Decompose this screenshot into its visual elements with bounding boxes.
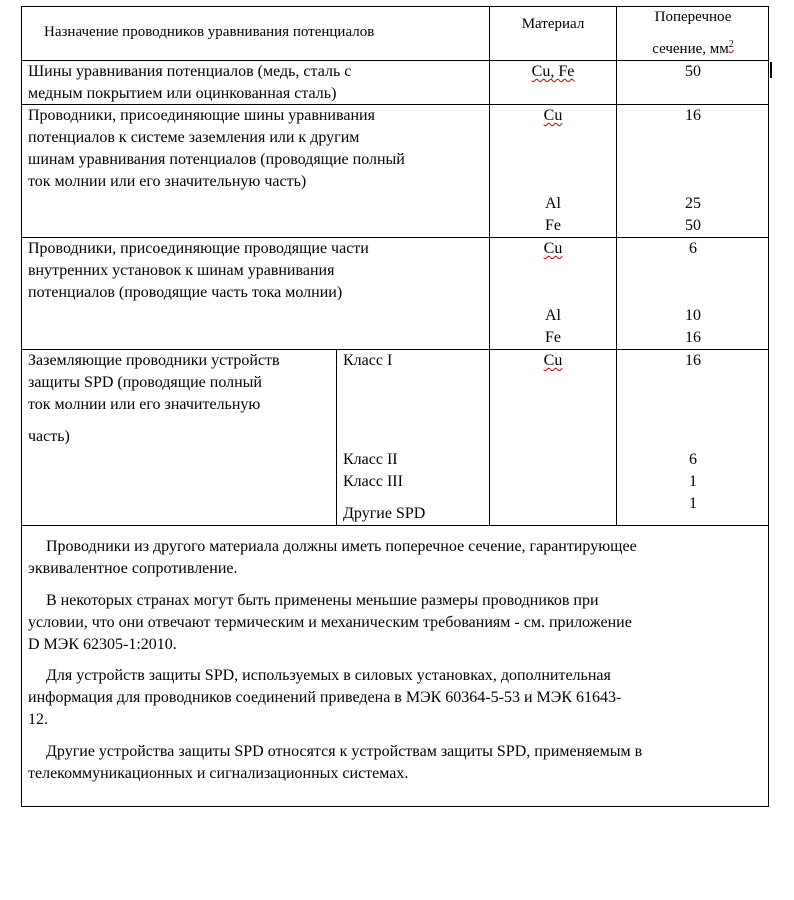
row1-material: Cu, Fe <box>531 63 575 80</box>
header-section-sup: 2 <box>728 39 734 50</box>
row1-desc-line2: медным покрытием или оцинкованная сталь) <box>28 85 337 102</box>
note-3-line3: 12. <box>28 711 48 728</box>
row2-material-cu: Cu <box>543 107 563 124</box>
row3-material-al: Al <box>545 307 561 324</box>
row4-desc-line2: защиты SPD (проводящие полный <box>28 374 262 391</box>
row1-section: 50 <box>685 63 701 80</box>
row4-section-2: 6 <box>689 451 697 468</box>
row2-section-fe: 50 <box>685 217 701 234</box>
row2-material-al: Al <box>545 195 561 212</box>
row4-desc-line1: Заземляющие проводники устройств <box>28 352 280 369</box>
row2-section-al: 25 <box>685 195 701 212</box>
note-2-line3: D МЭК 62305-1:2010. <box>28 636 177 653</box>
row4-material-cu: Cu <box>543 352 563 369</box>
row2-desc-line3: шинам уравнивания потенциалов (проводящие полный <box>28 151 405 168</box>
header-section-text: сечение, мм <box>652 41 729 57</box>
row4-class-other: Другие SPD <box>343 505 426 522</box>
note-1-line1: Проводники из другого материала должны иметь поперечное сечение, гарантирующее <box>46 538 637 555</box>
note-3-line2: информация для проводников соединений приведена в МЭК 60364-5-53 и МЭК 61643- <box>28 689 622 706</box>
row4-section-other: 1 <box>689 495 697 512</box>
note-1 <box>28 536 760 580</box>
row4-section-3: 1 <box>689 473 697 490</box>
note-1-line2: эквивалентное сопротивление. <box>28 560 238 577</box>
text-cursor <box>770 62 772 78</box>
row4-class-3: Класс III <box>343 473 403 490</box>
row4-section-1: 16 <box>685 352 701 369</box>
row3-material-fe: Fe <box>545 329 561 346</box>
row3-desc-line1: Проводники, присоединяющие проводящие части <box>28 240 369 257</box>
note-3 <box>28 665 760 731</box>
row4-desc-line3: ток молнии или его значительную <box>28 396 261 413</box>
row3-material-cu: Cu <box>543 240 563 257</box>
row2-desc-line1: Проводники, присоединяющие шины уравнивания <box>28 107 375 124</box>
row3-section-fe: 16 <box>685 329 701 346</box>
row3-section-cu: 6 <box>689 240 697 257</box>
row2-desc-line2: потенциалов к системе заземления или к другим <box>28 129 360 146</box>
row1-desc-line1: Шины уравнивания потенциалов (медь, сталь с <box>28 63 352 80</box>
note-4-line2: телекоммуникационных и сигнализационных системах. <box>28 765 409 782</box>
header-section-line1: Поперечное <box>654 9 732 25</box>
row4-class-1: Класс I <box>343 352 393 369</box>
row4-bottom-line <box>21 525 769 526</box>
note-2-line2: условии, что они отвечают термическим и механическим требованиям - см. приложение <box>28 614 632 631</box>
note-3-line1: Для устройств защиты SPD, используемых в силовых установках, дополнительная <box>46 667 611 684</box>
row4-class-2: Класс II <box>343 451 398 468</box>
header-material: Материал <box>521 16 585 32</box>
row3-desc-line3: потенциалов (проводящие часть тока молнии) <box>28 284 343 301</box>
row4-desc-line4: часть) <box>28 428 70 445</box>
header-section-line2 <box>617 38 769 60</box>
note-2-line1: В некоторых странах могут быть применены меньшие размеры проводников при <box>46 592 599 609</box>
note-4 <box>28 741 760 785</box>
row2-material-fe: Fe <box>545 217 561 234</box>
col-material-line <box>489 6 490 525</box>
note-2 <box>28 590 760 656</box>
row3-desc-line2: внутренних установок к шинам уравнивания <box>28 262 335 279</box>
col-section-line <box>616 6 617 525</box>
col-class-line <box>336 349 337 525</box>
note-4-line1: Другие устройства защиты SPD относятся к устройствам защиты SPD, применяемым в <box>46 743 643 760</box>
header-purpose: Назначение проводников уравнивания потенциалов <box>44 24 375 40</box>
row2-section-cu: 16 <box>685 107 701 124</box>
row3-section-al: 10 <box>685 307 701 324</box>
row2-desc-line4: ток молнии или его значительную часть) <box>28 173 307 190</box>
